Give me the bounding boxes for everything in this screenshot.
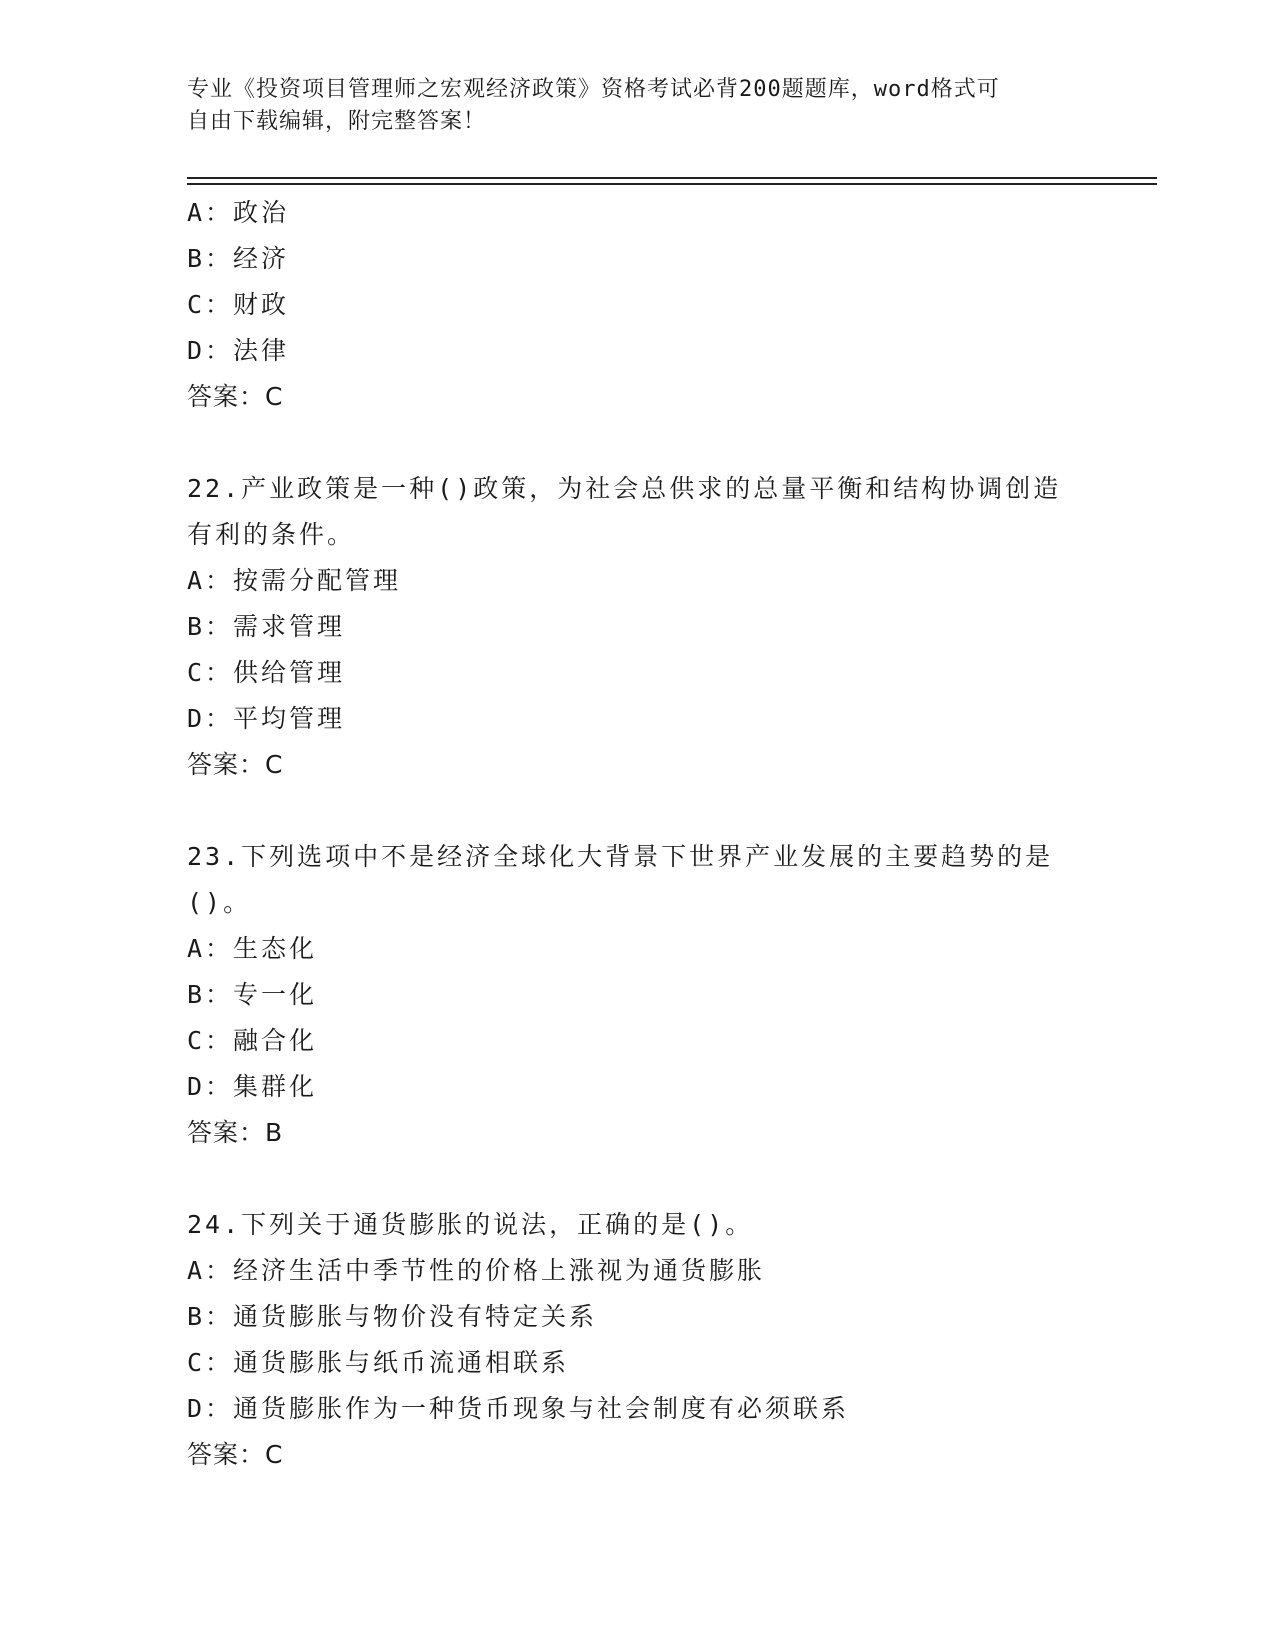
question-text-line-1: 23.下列选项中不是经济全球化大背景下世界产业发展的主要趋势的是 <box>187 842 1054 871</box>
question-23 <box>187 834 1087 1156</box>
option-a: A：经济生活中季节性的价格上涨视为通货膨胀 <box>187 1256 766 1285</box>
spacer <box>187 1156 1087 1202</box>
document-header <box>187 74 1087 138</box>
question-22 <box>187 466 1087 788</box>
answer: 答案：B <box>187 1118 284 1147</box>
option-d: D：平均管理 <box>187 704 346 733</box>
answer: 答案：C <box>187 1440 284 1469</box>
answer: 答案：C <box>187 382 284 411</box>
option-c: C：融合化 <box>187 1026 318 1055</box>
option-b: B：通货膨胀与物价没有特定关系 <box>187 1302 598 1331</box>
question-24 <box>187 1202 1087 1478</box>
question-list <box>187 190 1087 1478</box>
header-divider-bottom <box>187 183 1157 185</box>
header-line-2: 自由下载编辑，附完整答案！ <box>187 109 487 134</box>
question-text-line-2: 有利的条件。 <box>187 520 356 549</box>
option-c: C：通货膨胀与纸币流通相联系 <box>187 1348 570 1377</box>
option-a: A：按需分配管理 <box>187 566 402 595</box>
question-21 <box>187 190 1087 420</box>
spacer <box>187 788 1087 834</box>
header-divider-top <box>187 177 1157 179</box>
option-d: D：集群化 <box>187 1072 318 1101</box>
option-a: A：政治 <box>187 198 290 227</box>
option-c: C：财政 <box>187 290 290 319</box>
option-b: B：需求管理 <box>187 612 346 641</box>
option-d: D：通货膨胀作为一种货币现象与社会制度有必须联系 <box>187 1394 850 1423</box>
question-text-line-1: 22.产业政策是一种()政策，为社会总供求的总量平衡和结构协调创造 <box>187 474 1062 503</box>
answer: 答案：C <box>187 750 284 779</box>
option-d: D：法律 <box>187 336 290 365</box>
option-a: A：生态化 <box>187 934 318 963</box>
spacer <box>187 420 1087 466</box>
question-text-line-1: 24.下列关于通货膨胀的说法，正确的是()。 <box>187 1210 754 1239</box>
option-b: B：经济 <box>187 244 290 273</box>
option-b: B：专一化 <box>187 980 318 1009</box>
question-text-line-2: ()。 <box>187 888 252 917</box>
option-c: C：供给管理 <box>187 658 346 687</box>
header-line-1: 专业《投资项目管理师之宏观经济政策》资格考试必背200题题库，word格式可 <box>187 77 1000 102</box>
